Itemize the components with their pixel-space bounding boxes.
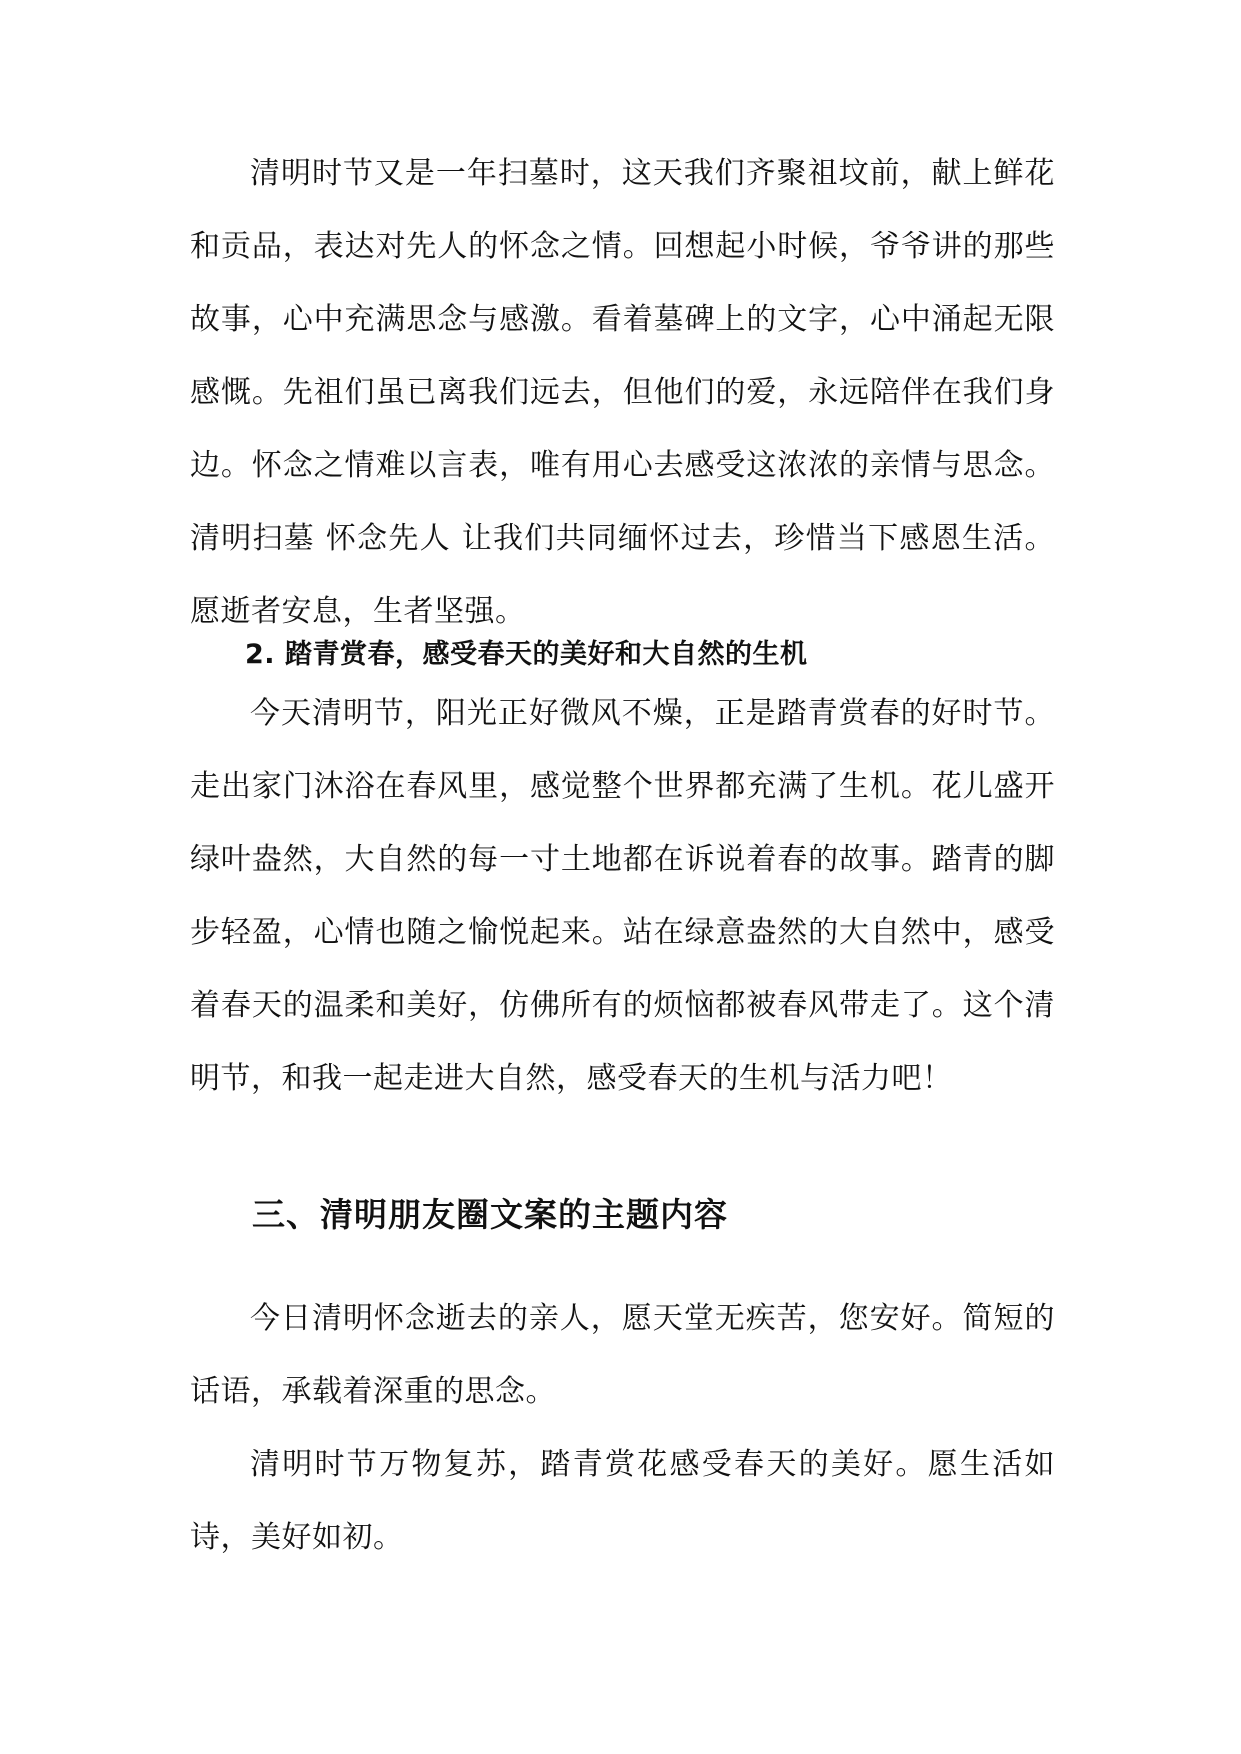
paragraph-spring-outing: 今天清明节，阳光正好微风不燥，正是踏青赏春的好时节。走出家门沐浴在春风里，感觉整个世界都充满了生机。花儿盛开绿叶盎然，大自然的每一寸土地都在诉说着春的故事。踏青的脚步轻盈，心情也随之愉悦起来。站在绿意盎然的大自然中，感受着春天的温柔和美好，仿佛所有的烦恼都被春风带走了。这个清明节，和我一起走进大自然，感受春天的生机与活力吧！ (190, 696, 1055, 1096)
subheading-spring-outing: 2. 踏青赏春，感受春天的美好和大自然的生机 (245, 639, 808, 670)
section-heading-moments-copy: 三、清明朋友圈文案的主题内容 (252, 1195, 728, 1234)
paragraph-revival: 清明时节万物复苏，踏青赏花感受春天的美好。愿生活如诗，美好如初。 (190, 1447, 1055, 1555)
paragraph-remembrance: 今日清明怀念逝去的亲人，愿天堂无疾苦，您安好。简短的话语，承载着深重的思念。 (190, 1301, 1055, 1409)
paragraph-tomb-sweeping: 清明时节又是一年扫墓时，这天我们齐聚祖坟前，献上鲜花和贡品，表达对先人的怀念之情。回想起小时候，爷爷讲的那些故事，心中充满思念与感激。看着墓碑上的文字，心中涌起无限感慨。先祖们虽已离我们远去，但他们的爱，永远陪伴在我们身边。怀念之情难以言表，唯有用心去感受这浓浓的亲情与思念。清明扫墓 怀念先人 让我们共同缅怀过去，珍惜当下感恩生活。愿逝者安息，生者坚强。 (190, 156, 1055, 629)
